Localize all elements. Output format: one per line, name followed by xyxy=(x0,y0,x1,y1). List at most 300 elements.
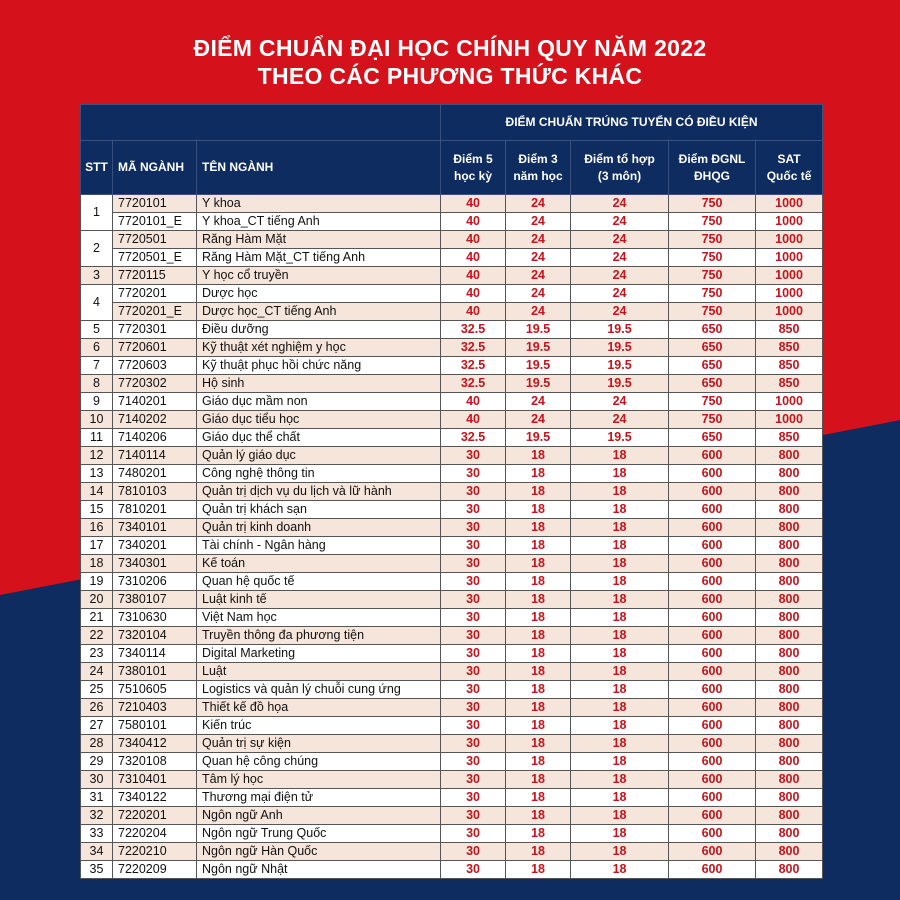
major-code: 7580101 xyxy=(113,717,197,735)
score-5-semesters: 40 xyxy=(441,249,506,267)
stt-cell: 1 xyxy=(81,195,113,231)
header-blank xyxy=(81,105,441,141)
stt-cell: 21 xyxy=(81,609,113,627)
table-row xyxy=(81,681,823,699)
score-3-years: 18 xyxy=(506,609,571,627)
score-3-years: 18 xyxy=(506,699,571,717)
score-sat: 800 xyxy=(756,627,823,645)
score-combination: 18 xyxy=(571,645,669,663)
stt-cell: 13 xyxy=(81,465,113,483)
major-name: Kỹ thuật phục hồi chức năng xyxy=(197,357,441,375)
stt-cell: 28 xyxy=(81,735,113,753)
score-5-semesters: 40 xyxy=(441,231,506,249)
score-dgnl: 600 xyxy=(669,663,756,681)
score-3-years: 18 xyxy=(506,807,571,825)
score-3-years: 18 xyxy=(506,465,571,483)
score-sat: 1000 xyxy=(756,195,823,213)
header-3-years xyxy=(506,141,571,195)
table-row xyxy=(81,339,823,357)
score-5-semesters: 30 xyxy=(441,789,506,807)
major-code: 7720501_E xyxy=(113,249,197,267)
stt-cell: 33 xyxy=(81,825,113,843)
major-name: Ngôn ngữ Nhật xyxy=(197,861,441,879)
score-5-semesters: 30 xyxy=(441,645,506,663)
score-5-semesters: 30 xyxy=(441,843,506,861)
table-row xyxy=(81,357,823,375)
score-5-semesters: 30 xyxy=(441,609,506,627)
stt-cell: 5 xyxy=(81,321,113,339)
table-row xyxy=(81,591,823,609)
major-name: Truyền thông đa phương tiện xyxy=(197,627,441,645)
header-stt: STT xyxy=(81,141,113,195)
major-code: 7340122 xyxy=(113,789,197,807)
score-combination: 18 xyxy=(571,663,669,681)
stt-cell: 19 xyxy=(81,573,113,591)
score-dgnl: 600 xyxy=(669,717,756,735)
score-5-semesters: 40 xyxy=(441,411,506,429)
score-3-years: 18 xyxy=(506,645,571,663)
major-code: 7720302 xyxy=(113,375,197,393)
major-code: 7220201 xyxy=(113,807,197,825)
score-dgnl: 600 xyxy=(669,861,756,879)
header-text: năm học xyxy=(513,168,563,183)
score-sat: 800 xyxy=(756,663,823,681)
score-dgnl: 650 xyxy=(669,375,756,393)
table-row xyxy=(81,447,823,465)
score-5-semesters: 30 xyxy=(441,807,506,825)
score-sat: 800 xyxy=(756,573,823,591)
table-row xyxy=(81,393,823,411)
major-code: 7480201 xyxy=(113,465,197,483)
score-combination: 18 xyxy=(571,609,669,627)
score-dgnl: 600 xyxy=(669,807,756,825)
page-title-line-1: ĐIỂM CHUẨN ĐẠI HỌC CHÍNH QUY NĂM 2022 xyxy=(193,35,707,61)
score-dgnl: 750 xyxy=(669,285,756,303)
score-combination: 19.5 xyxy=(571,321,669,339)
score-combination: 24 xyxy=(571,393,669,411)
score-dgnl: 600 xyxy=(669,537,756,555)
score-dgnl: 600 xyxy=(669,681,756,699)
major-code: 7310401 xyxy=(113,771,197,789)
score-dgnl: 600 xyxy=(669,609,756,627)
table-row xyxy=(81,213,823,231)
score-3-years: 18 xyxy=(506,843,571,861)
major-name: Việt Nam học xyxy=(197,609,441,627)
score-combination: 19.5 xyxy=(571,339,669,357)
score-sat: 1000 xyxy=(756,213,823,231)
score-combination: 24 xyxy=(571,267,669,285)
major-code: 7310206 xyxy=(113,573,197,591)
score-3-years: 18 xyxy=(506,681,571,699)
score-5-semesters: 30 xyxy=(441,699,506,717)
major-name: Luật kinh tế xyxy=(197,591,441,609)
major-name: Logistics và quản lý chuỗi cung ứng xyxy=(197,681,441,699)
score-3-years: 18 xyxy=(506,771,571,789)
table-row xyxy=(81,519,823,537)
major-code: 7220210 xyxy=(113,843,197,861)
score-sat: 800 xyxy=(756,681,823,699)
score-combination: 18 xyxy=(571,501,669,519)
major-code: 7140202 xyxy=(113,411,197,429)
score-3-years: 18 xyxy=(506,573,571,591)
major-name: Dược học xyxy=(197,285,441,303)
score-3-years: 24 xyxy=(506,303,571,321)
score-5-semesters: 30 xyxy=(441,717,506,735)
score-5-semesters: 32.5 xyxy=(441,375,506,393)
stt-cell: 7 xyxy=(81,357,113,375)
header-dgnl xyxy=(669,141,756,195)
score-5-semesters: 30 xyxy=(441,519,506,537)
header-name: TÊN NGÀNH xyxy=(197,141,441,195)
score-sat: 850 xyxy=(756,321,823,339)
score-combination: 19.5 xyxy=(571,375,669,393)
table-row xyxy=(81,537,823,555)
stt-cell: 20 xyxy=(81,591,113,609)
stt-cell: 9 xyxy=(81,393,113,411)
table-row xyxy=(81,609,823,627)
table-body xyxy=(81,195,823,879)
score-3-years: 18 xyxy=(506,627,571,645)
major-code: 7720601 xyxy=(113,339,197,357)
major-name: Tài chính - Ngân hàng xyxy=(197,537,441,555)
major-code: 7140114 xyxy=(113,447,197,465)
table-row xyxy=(81,285,823,303)
stt-cell: 22 xyxy=(81,627,113,645)
stt-cell: 27 xyxy=(81,717,113,735)
score-dgnl: 600 xyxy=(669,591,756,609)
score-dgnl: 750 xyxy=(669,249,756,267)
score-combination: 18 xyxy=(571,771,669,789)
score-dgnl: 600 xyxy=(669,573,756,591)
score-3-years: 24 xyxy=(506,249,571,267)
major-name: Răng Hàm Mặt xyxy=(197,231,441,249)
score-3-years: 18 xyxy=(506,789,571,807)
score-5-semesters: 30 xyxy=(441,771,506,789)
major-code: 7510605 xyxy=(113,681,197,699)
major-code: 7720603 xyxy=(113,357,197,375)
major-code: 7380107 xyxy=(113,591,197,609)
header-text: ĐHQG xyxy=(694,168,731,183)
header-text: Điểm 3 xyxy=(518,151,558,166)
score-sat: 800 xyxy=(756,483,823,501)
table-row xyxy=(81,807,823,825)
table-row xyxy=(81,825,823,843)
score-5-semesters: 30 xyxy=(441,627,506,645)
score-3-years: 19.5 xyxy=(506,357,571,375)
score-sat: 850 xyxy=(756,375,823,393)
major-name: Ngôn ngữ Trung Quốc xyxy=(197,825,441,843)
major-name: Y khoa_CT tiếng Anh xyxy=(197,213,441,231)
score-dgnl: 750 xyxy=(669,195,756,213)
major-name: Quan hệ công chúng xyxy=(197,753,441,771)
table-row xyxy=(81,411,823,429)
score-dgnl: 600 xyxy=(669,735,756,753)
stt-cell: 4 xyxy=(81,285,113,321)
score-combination: 18 xyxy=(571,825,669,843)
score-dgnl: 600 xyxy=(669,447,756,465)
major-code: 7140206 xyxy=(113,429,197,447)
major-code: 7720201_E xyxy=(113,303,197,321)
score-combination: 18 xyxy=(571,717,669,735)
major-code: 7720101_E xyxy=(113,213,197,231)
stt-cell: 3 xyxy=(81,267,113,285)
score-dgnl: 600 xyxy=(669,843,756,861)
score-dgnl: 600 xyxy=(669,519,756,537)
stt-cell: 12 xyxy=(81,447,113,465)
score-combination: 24 xyxy=(571,213,669,231)
stt-cell: 15 xyxy=(81,501,113,519)
score-5-semesters: 30 xyxy=(441,663,506,681)
score-5-semesters: 32.5 xyxy=(441,339,506,357)
score-3-years: 18 xyxy=(506,753,571,771)
score-5-semesters: 30 xyxy=(441,537,506,555)
score-5-semesters: 30 xyxy=(441,501,506,519)
stt-cell: 31 xyxy=(81,789,113,807)
score-dgnl: 750 xyxy=(669,393,756,411)
stt-cell: 34 xyxy=(81,843,113,861)
score-combination: 18 xyxy=(571,807,669,825)
score-combination: 18 xyxy=(571,573,669,591)
score-sat: 800 xyxy=(756,555,823,573)
score-sat: 850 xyxy=(756,339,823,357)
header-5-semesters xyxy=(441,141,506,195)
stt-cell: 32 xyxy=(81,807,113,825)
score-dgnl: 750 xyxy=(669,303,756,321)
major-name: Răng Hàm Mặt_CT tiếng Anh xyxy=(197,249,441,267)
major-name: Giáo dục mầm non xyxy=(197,393,441,411)
stt-cell: 30 xyxy=(81,771,113,789)
score-3-years: 18 xyxy=(506,717,571,735)
score-combination: 18 xyxy=(571,519,669,537)
score-sat: 800 xyxy=(756,699,823,717)
score-dgnl: 600 xyxy=(669,771,756,789)
major-code: 7720115 xyxy=(113,267,197,285)
score-5-semesters: 40 xyxy=(441,285,506,303)
score-3-years: 18 xyxy=(506,483,571,501)
major-name: Giáo dục thể chất xyxy=(197,429,441,447)
score-sat: 800 xyxy=(756,735,823,753)
header-text: học kỳ xyxy=(454,168,493,183)
score-5-semesters: 40 xyxy=(441,267,506,285)
score-combination: 19.5 xyxy=(571,429,669,447)
score-combination: 18 xyxy=(571,735,669,753)
stt-cell: 25 xyxy=(81,681,113,699)
major-name: Công nghệ thông tin xyxy=(197,465,441,483)
score-3-years: 24 xyxy=(506,195,571,213)
major-code: 7720301 xyxy=(113,321,197,339)
score-sat: 800 xyxy=(756,789,823,807)
table-row xyxy=(81,735,823,753)
score-5-semesters: 30 xyxy=(441,555,506,573)
score-dgnl: 600 xyxy=(669,825,756,843)
table-row xyxy=(81,663,823,681)
table-row xyxy=(81,555,823,573)
score-3-years: 18 xyxy=(506,537,571,555)
score-3-years: 19.5 xyxy=(506,339,571,357)
score-5-semesters: 40 xyxy=(441,303,506,321)
score-combination: 18 xyxy=(571,591,669,609)
score-5-semesters: 32.5 xyxy=(441,357,506,375)
score-sat: 800 xyxy=(756,501,823,519)
table-row xyxy=(81,321,823,339)
stt-cell: 8 xyxy=(81,375,113,393)
score-combination: 24 xyxy=(571,303,669,321)
major-code: 7320108 xyxy=(113,753,197,771)
header-text: SAT xyxy=(777,151,801,166)
score-combination: 18 xyxy=(571,555,669,573)
score-sat: 800 xyxy=(756,717,823,735)
score-combination: 18 xyxy=(571,699,669,717)
table-row xyxy=(81,195,823,213)
score-dgnl: 600 xyxy=(669,501,756,519)
stt-cell: 6 xyxy=(81,339,113,357)
score-3-years: 18 xyxy=(506,591,571,609)
major-name: Dược học_CT tiếng Anh xyxy=(197,303,441,321)
major-name: Quản lý giáo dục xyxy=(197,447,441,465)
score-sat: 800 xyxy=(756,591,823,609)
table-row xyxy=(81,573,823,591)
table-row xyxy=(81,303,823,321)
score-dgnl: 750 xyxy=(669,411,756,429)
table-row xyxy=(81,375,823,393)
table-row xyxy=(81,501,823,519)
stt-cell: 10 xyxy=(81,411,113,429)
major-code: 7210403 xyxy=(113,699,197,717)
score-dgnl: 600 xyxy=(669,789,756,807)
score-sat: 1000 xyxy=(756,267,823,285)
score-combination: 18 xyxy=(571,483,669,501)
score-5-semesters: 30 xyxy=(441,825,506,843)
header-text: Điểm 5 xyxy=(453,151,493,166)
score-sat: 800 xyxy=(756,537,823,555)
score-sat: 800 xyxy=(756,807,823,825)
score-5-semesters: 30 xyxy=(441,735,506,753)
score-dgnl: 750 xyxy=(669,213,756,231)
score-dgnl: 600 xyxy=(669,753,756,771)
score-sat: 800 xyxy=(756,843,823,861)
table-row xyxy=(81,627,823,645)
major-name: Giáo dục tiểu học xyxy=(197,411,441,429)
score-sat: 800 xyxy=(756,519,823,537)
table-row xyxy=(81,717,823,735)
score-5-semesters: 30 xyxy=(441,861,506,879)
score-5-semesters: 32.5 xyxy=(441,429,506,447)
score-dgnl: 600 xyxy=(669,483,756,501)
major-code: 7340114 xyxy=(113,645,197,663)
score-sat: 1000 xyxy=(756,249,823,267)
major-name: Kiến trúc xyxy=(197,717,441,735)
score-5-semesters: 30 xyxy=(441,681,506,699)
table-row xyxy=(81,861,823,879)
score-5-semesters: 40 xyxy=(441,195,506,213)
score-3-years: 24 xyxy=(506,231,571,249)
score-sat: 800 xyxy=(756,861,823,879)
score-3-years: 18 xyxy=(506,501,571,519)
stt-cell: 29 xyxy=(81,753,113,771)
score-3-years: 19.5 xyxy=(506,429,571,447)
score-combination: 18 xyxy=(571,843,669,861)
major-code: 7320104 xyxy=(113,627,197,645)
score-3-years: 18 xyxy=(506,663,571,681)
score-combination: 18 xyxy=(571,681,669,699)
score-dgnl: 650 xyxy=(669,357,756,375)
major-name: Quản trị dịch vụ du lịch và lữ hành xyxy=(197,483,441,501)
score-3-years: 24 xyxy=(506,411,571,429)
major-name: Digital Marketing xyxy=(197,645,441,663)
major-name: Ngôn ngữ Anh xyxy=(197,807,441,825)
major-name: Quan hệ quốc tế xyxy=(197,573,441,591)
score-combination: 18 xyxy=(571,753,669,771)
score-sat: 1000 xyxy=(756,285,823,303)
stt-cell: 35 xyxy=(81,861,113,879)
major-code: 7220209 xyxy=(113,861,197,879)
score-combination: 18 xyxy=(571,861,669,879)
table-row xyxy=(81,699,823,717)
stt-cell: 26 xyxy=(81,699,113,717)
major-name: Ngôn ngữ Hàn Quốc xyxy=(197,843,441,861)
score-combination: 18 xyxy=(571,627,669,645)
stt-cell: 2 xyxy=(81,231,113,267)
score-dgnl: 750 xyxy=(669,231,756,249)
major-code: 7810103 xyxy=(113,483,197,501)
score-3-years: 18 xyxy=(506,861,571,879)
major-name: Thương mại điện tử xyxy=(197,789,441,807)
score-3-years: 19.5 xyxy=(506,321,571,339)
table-row xyxy=(81,231,823,249)
table-row xyxy=(81,753,823,771)
table-row xyxy=(81,645,823,663)
major-code: 7310630 xyxy=(113,609,197,627)
score-sat: 1000 xyxy=(756,303,823,321)
score-combination: 18 xyxy=(571,465,669,483)
score-sat: 800 xyxy=(756,609,823,627)
score-sat: 800 xyxy=(756,447,823,465)
score-sat: 850 xyxy=(756,429,823,447)
stt-cell: 16 xyxy=(81,519,113,537)
score-sat: 1000 xyxy=(756,393,823,411)
admission-scores-table xyxy=(80,104,823,879)
header-text: Điểm tổ hợp xyxy=(584,151,655,166)
score-combination: 24 xyxy=(571,249,669,267)
score-sat: 800 xyxy=(756,753,823,771)
score-5-semesters: 30 xyxy=(441,753,506,771)
major-code: 7340201 xyxy=(113,537,197,555)
score-3-years: 24 xyxy=(506,285,571,303)
score-3-years: 18 xyxy=(506,519,571,537)
score-sat: 1000 xyxy=(756,231,823,249)
major-code: 7720101 xyxy=(113,195,197,213)
score-combination: 19.5 xyxy=(571,357,669,375)
table-row xyxy=(81,483,823,501)
stt-cell: 11 xyxy=(81,429,113,447)
score-5-semesters: 30 xyxy=(441,483,506,501)
major-code: 7720201 xyxy=(113,285,197,303)
major-name: Thiết kế đồ họa xyxy=(197,699,441,717)
header-sat xyxy=(756,141,823,195)
score-5-semesters: 32.5 xyxy=(441,321,506,339)
score-dgnl: 600 xyxy=(669,465,756,483)
score-sat: 850 xyxy=(756,357,823,375)
score-combination: 18 xyxy=(571,789,669,807)
major-name: Hộ sinh xyxy=(197,375,441,393)
table-row xyxy=(81,789,823,807)
score-3-years: 24 xyxy=(506,393,571,411)
score-dgnl: 650 xyxy=(669,321,756,339)
score-3-years: 18 xyxy=(506,735,571,753)
score-3-years: 18 xyxy=(506,447,571,465)
score-5-semesters: 30 xyxy=(441,573,506,591)
major-name: Quản trị kinh doanh xyxy=(197,519,441,537)
